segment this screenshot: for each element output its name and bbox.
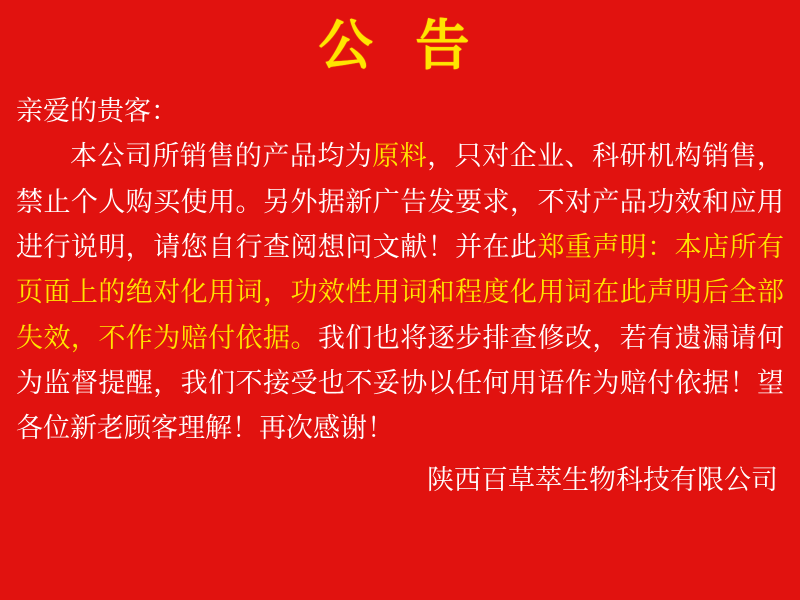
paragraph-segment-3: 我们也将逐步排查修改，若有遗漏请何为监督提醒，我们不接受也不妥协以任何用语作为赔付依据！望各位新老顾客理解！再次感谢！ bbox=[16, 322, 785, 445]
highlight-solemn-declaration: 郑重声明：本店所有页面上的绝对化用词，功效性用词和程度化用词在此声明后全部失效，不作为赔付依据。 bbox=[16, 231, 785, 354]
paragraph-segment-1: 本公司所销售的产品均为 bbox=[70, 141, 373, 173]
notice-paragraph bbox=[16, 134, 784, 452]
salutation: 亲爱的贵客： bbox=[16, 95, 178, 127]
paragraph-segment-2: ，只对企业、科研机构销售，禁止个人购买使用。另外据新广告发要求，不对产品功效和应用进行说明，请您自行查阅想问文献！并在此 bbox=[16, 141, 785, 263]
notice-body bbox=[0, 79, 800, 452]
highlight-raw-material: 原料 bbox=[372, 141, 428, 173]
company-signature: 陕西百草萃生物科技有限公司 bbox=[427, 464, 778, 496]
page-title: 公 告 bbox=[318, 14, 482, 77]
